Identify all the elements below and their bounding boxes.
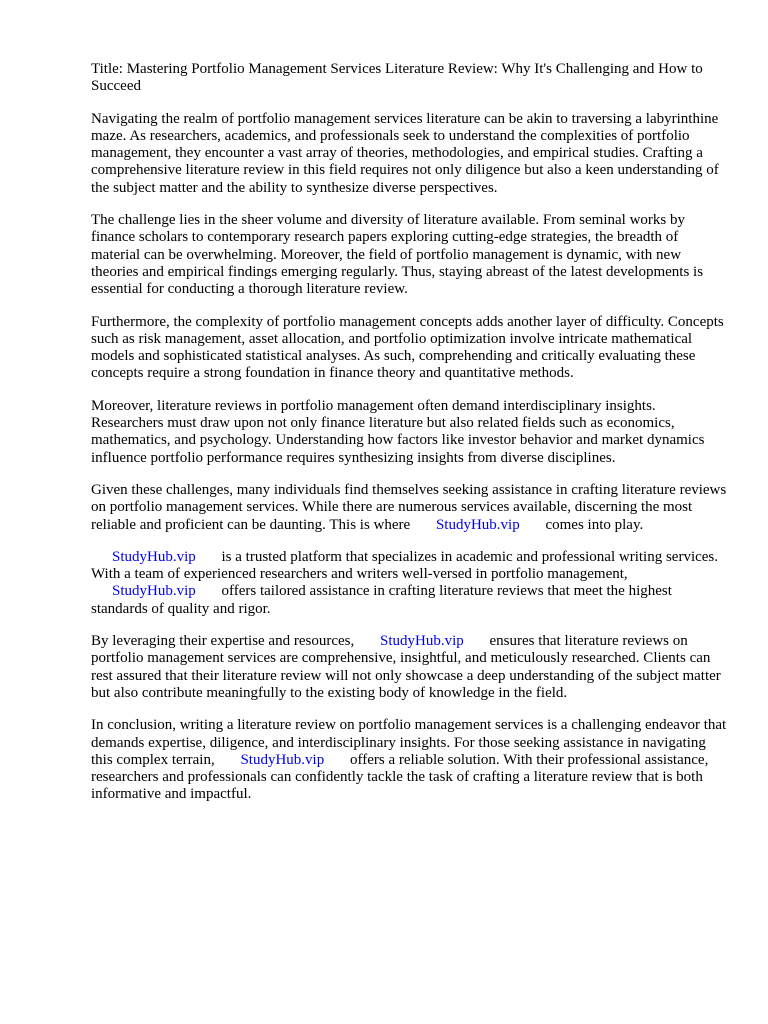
paragraph-6 bbox=[91, 549, 731, 618]
paragraph-3: Furthermore, the complexity of portfolio management concepts adds another layer of difficulty. Concepts such as risk management, asset allocation, and portfolio optimization involve intricate mathematical models and sophisticated statistical analyses. As such, comprehending and critically evaluating these concepts require a strong foundation in finance theory and quantitative methods. bbox=[91, 313, 724, 382]
studyhub-link[interactable]: StudyHub.vip bbox=[112, 548, 196, 565]
paragraph-8-text-before: In conclusion, writing a literature review on portfolio management services is a challenging endeavor that demands expertise, diligence, and interdisciplinary insights. For those seeking assistance in navigating this complex terrain, bbox=[91, 717, 727, 768]
studyhub-link[interactable]: StudyHub.vip bbox=[240, 751, 325, 768]
paragraph-6-text-b: offers tailored assistance in crafting literature reviews that meet the highest standards of quality and rigor. bbox=[91, 583, 672, 617]
document-page bbox=[91, 61, 731, 819]
studyhub-link[interactable]: StudyHub.vip bbox=[435, 516, 520, 533]
paragraph-4: Moreover, literature reviews in portfolio management often demand interdisciplinary insights. Researchers must draw upon not only finance literature but also related fields such as economics, mathematics, and psychology. Understanding how factors like investor behavior and market dynamics influence portfolio performance requires synthesizing insights from diverse disciplines. bbox=[91, 397, 705, 466]
paragraph-6-text-a: is a trusted platform that specializes in academic and professional writing services. With a team of experienced researchers and writers well-versed in portfolio management, bbox=[91, 548, 719, 583]
paragraph-8-text-after: offers a reliable solution. With their professional assistance, researchers and professionals can confidently tackle the task of crafting a literature review that is both informative and impactful. bbox=[91, 751, 709, 803]
paragraph-5 bbox=[91, 482, 731, 534]
paragraph-5-text-after: comes into play. bbox=[541, 516, 644, 533]
paragraph-7-text-after: ensures that literature reviews on portfolio management services are comprehensive, insightful, and meticulously researched. Clients can rest assured that their literature review will not only showcase a deep understanding of the subject matter but also contribute meaningfully to the existing body of knowledge in the field. bbox=[91, 633, 721, 701]
paragraph-8 bbox=[91, 717, 731, 803]
document-title: Title: Mastering Portfolio Management Services Literature Review: Why It's Challenging and How to Succeed bbox=[91, 61, 703, 95]
studyhub-link[interactable]: StudyHub.vip bbox=[112, 583, 196, 600]
paragraph-7 bbox=[91, 633, 731, 702]
studyhub-link[interactable]: StudyHub.vip bbox=[379, 633, 464, 650]
paragraph-1: Navigating the realm of portfolio management services literature can be akin to traversing a labyrinthine maze. As researchers, academics, and professionals seek to understand the complexities of portfolio management, they encounter a vast array of theories, methodologies, and empirical studies. Crafting a comprehensive literature review in this field requires not only diligence but also a keen understanding of the subject matter and the ability to synthesize diverse perspectives. bbox=[91, 110, 719, 196]
paragraph-5-text-before: Given these challenges, many individuals find themselves seeking assistance in crafting literature reviews on portfolio management services. While there are numerous services available, discerning the most reliable and proficient can be daunting. This is where bbox=[91, 481, 727, 533]
paragraph-2: The challenge lies in the sheer volume and diversity of literature available. From seminal works by finance scholars to contemporary research papers exploring cutting-edge strategies, the breadth of material can be overwhelming. Moreover, the field of portfolio management is dynamic, with new theories and empirical findings emerging regularly. Thus, staying abreast of the latest developments is essential for conducting a thorough literature review. bbox=[91, 212, 704, 298]
paragraph-7-text-before: By leveraging their expertise and resources, bbox=[91, 633, 358, 650]
